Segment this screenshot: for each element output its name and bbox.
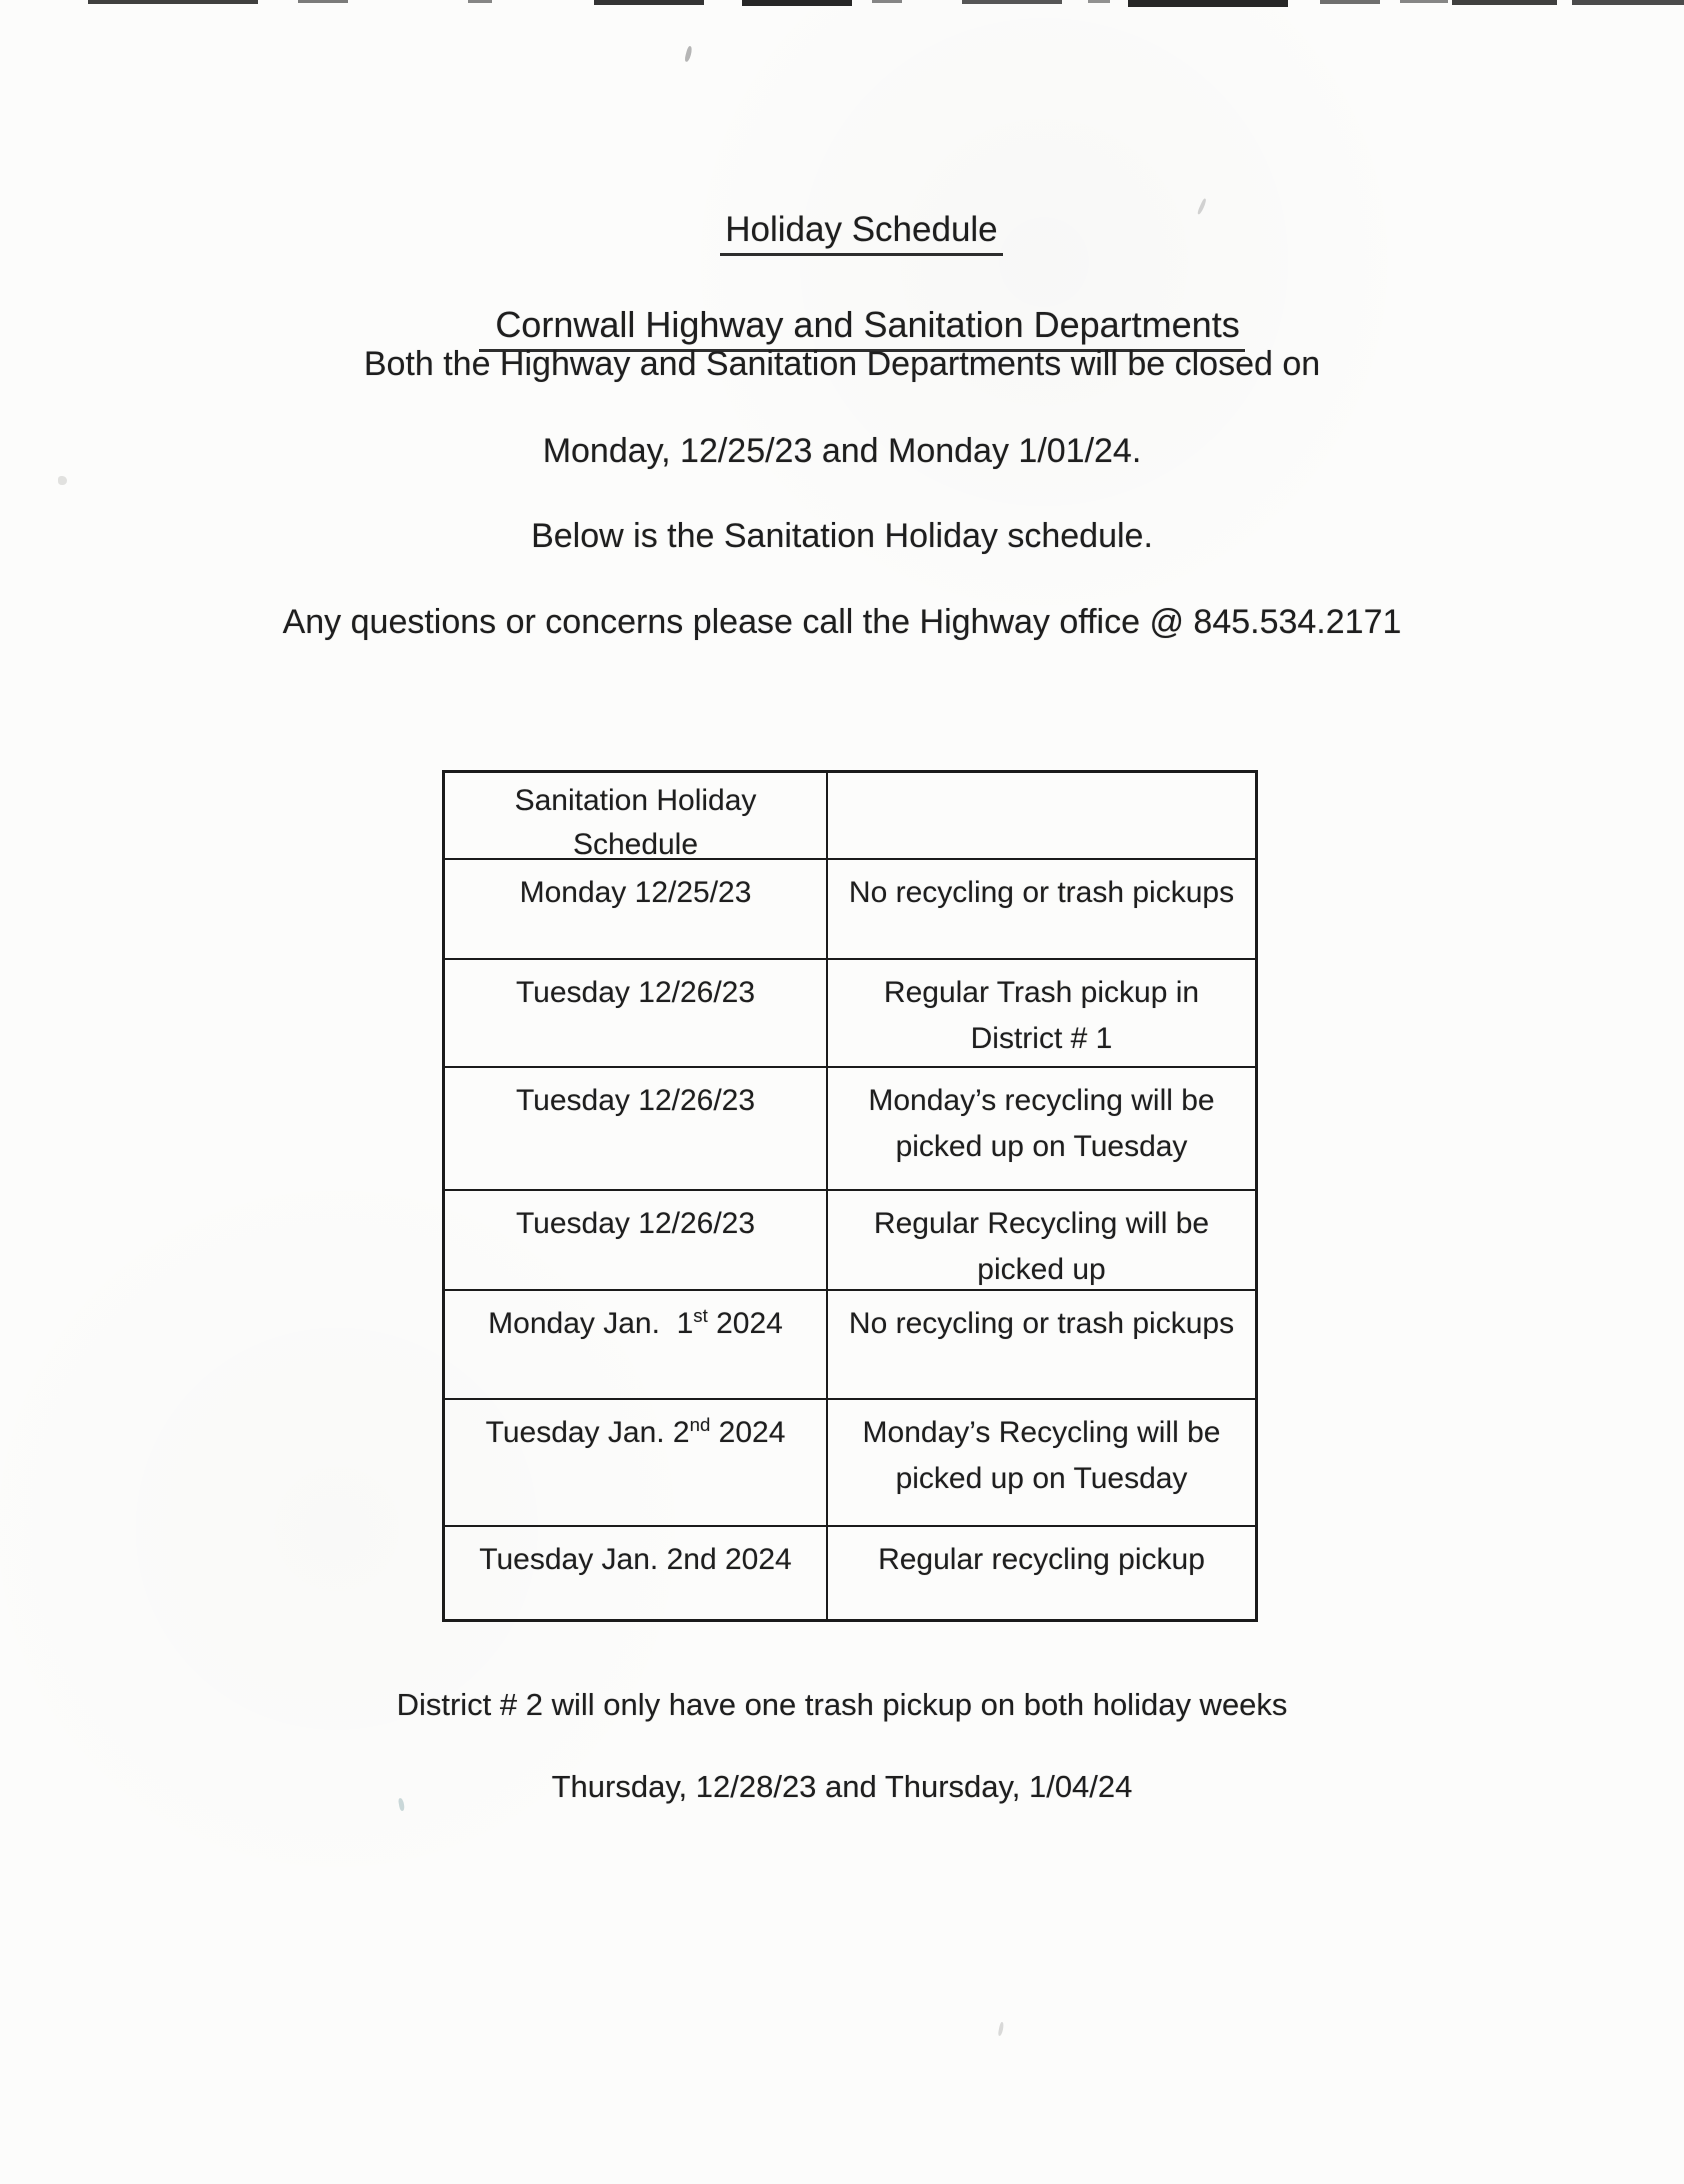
- footer-pickup-dates: Thursday, 12/28/23 and Thursday, 1/04/24: [551, 1769, 1133, 1804]
- scan-artifact-dash: [298, 0, 348, 3]
- page-title-text: Holiday Schedule: [720, 210, 1002, 256]
- table-cell-date: Tuesday 12/26/23: [445, 1191, 828, 1289]
- table-cell-date: Tuesday Jan. 2nd 2024: [445, 1527, 828, 1619]
- table-row: [445, 1289, 1255, 1398]
- table-row: [445, 958, 1255, 1066]
- table-cell-date: Tuesday Jan. 2nd 2024: [445, 1400, 828, 1525]
- table-cell-date: Monday Jan. 1st 2024: [445, 1291, 828, 1398]
- table-cell-desc: Monday’s Recycling will be picked up on Tuesday: [862, 1416, 1221, 1495]
- table-row: [445, 1398, 1255, 1525]
- table-cell-date: Monday 12/25/23: [445, 860, 828, 958]
- table-cell-desc: Regular recycling pickup: [878, 1543, 1205, 1576]
- scan-artifact-dash: [468, 0, 492, 3]
- scan-artifact-dash: [962, 0, 1062, 4]
- table-cell-date: Tuesday 12/26/23: [445, 1068, 828, 1189]
- intro-line-questions-phone: Any questions or concerns please call the Highway office @ 845.534.2171: [282, 603, 1402, 641]
- scan-artifact-dash: [1400, 0, 1448, 3]
- scan-artifact-speck: [684, 46, 693, 63]
- table-cell-desc: Regular Trash pickup in District # 1: [883, 976, 1200, 1055]
- scan-artifact-dash: [1572, 0, 1684, 5]
- table-header-left: Sanitation Holiday Schedule: [445, 773, 828, 858]
- scan-artifact-dash: [1088, 0, 1110, 3]
- scan-artifact-dash: [742, 0, 852, 6]
- table-row: [445, 1525, 1255, 1619]
- table-cell-date: Tuesday 12/26/23: [445, 960, 828, 1066]
- table-cell-desc: Monday’s recycling will be picked up on Tuesday: [868, 1084, 1215, 1163]
- table-cell-desc: No recycling or trash pickups: [848, 1307, 1235, 1340]
- table-header-row: [445, 773, 1255, 861]
- scan-artifact-speck: [58, 476, 67, 485]
- intro-line-closed-on: Both the Highway and Sanitation Departments will be closed on: [363, 345, 1321, 383]
- scan-artifact-speck: [998, 2022, 1005, 2037]
- scan-artifact-dash: [872, 0, 902, 3]
- page-subtitle-text: Cornwall Highway and Sanitation Departments: [479, 304, 1244, 352]
- scan-artifact-dash: [594, 0, 704, 5]
- scan-artifact-dash: [88, 0, 258, 4]
- scan-artifact-dash: [1452, 0, 1557, 5]
- table-row: [445, 1066, 1255, 1189]
- scan-artifact-dash: [1320, 0, 1380, 4]
- footer-district2-note: District # 2 will only have one trash pickup on both holiday weeks: [396, 1687, 1288, 1722]
- table-cell-desc: Regular Recycling will be picked up: [873, 1207, 1210, 1286]
- table-row: [445, 1189, 1255, 1289]
- scan-artifact-dash: [1128, 0, 1288, 7]
- table-header-right: [828, 773, 1255, 858]
- sanitation-schedule-table: [442, 770, 1258, 1622]
- table-row: [445, 858, 1255, 958]
- table-cell-desc: No recycling or trash pickups: [848, 876, 1235, 909]
- intro-line-closed-dates: Monday, 12/25/23 and Monday 1/01/24.: [542, 432, 1142, 470]
- intro-line-below-schedule: Below is the Sanitation Holiday schedule.: [531, 517, 1153, 555]
